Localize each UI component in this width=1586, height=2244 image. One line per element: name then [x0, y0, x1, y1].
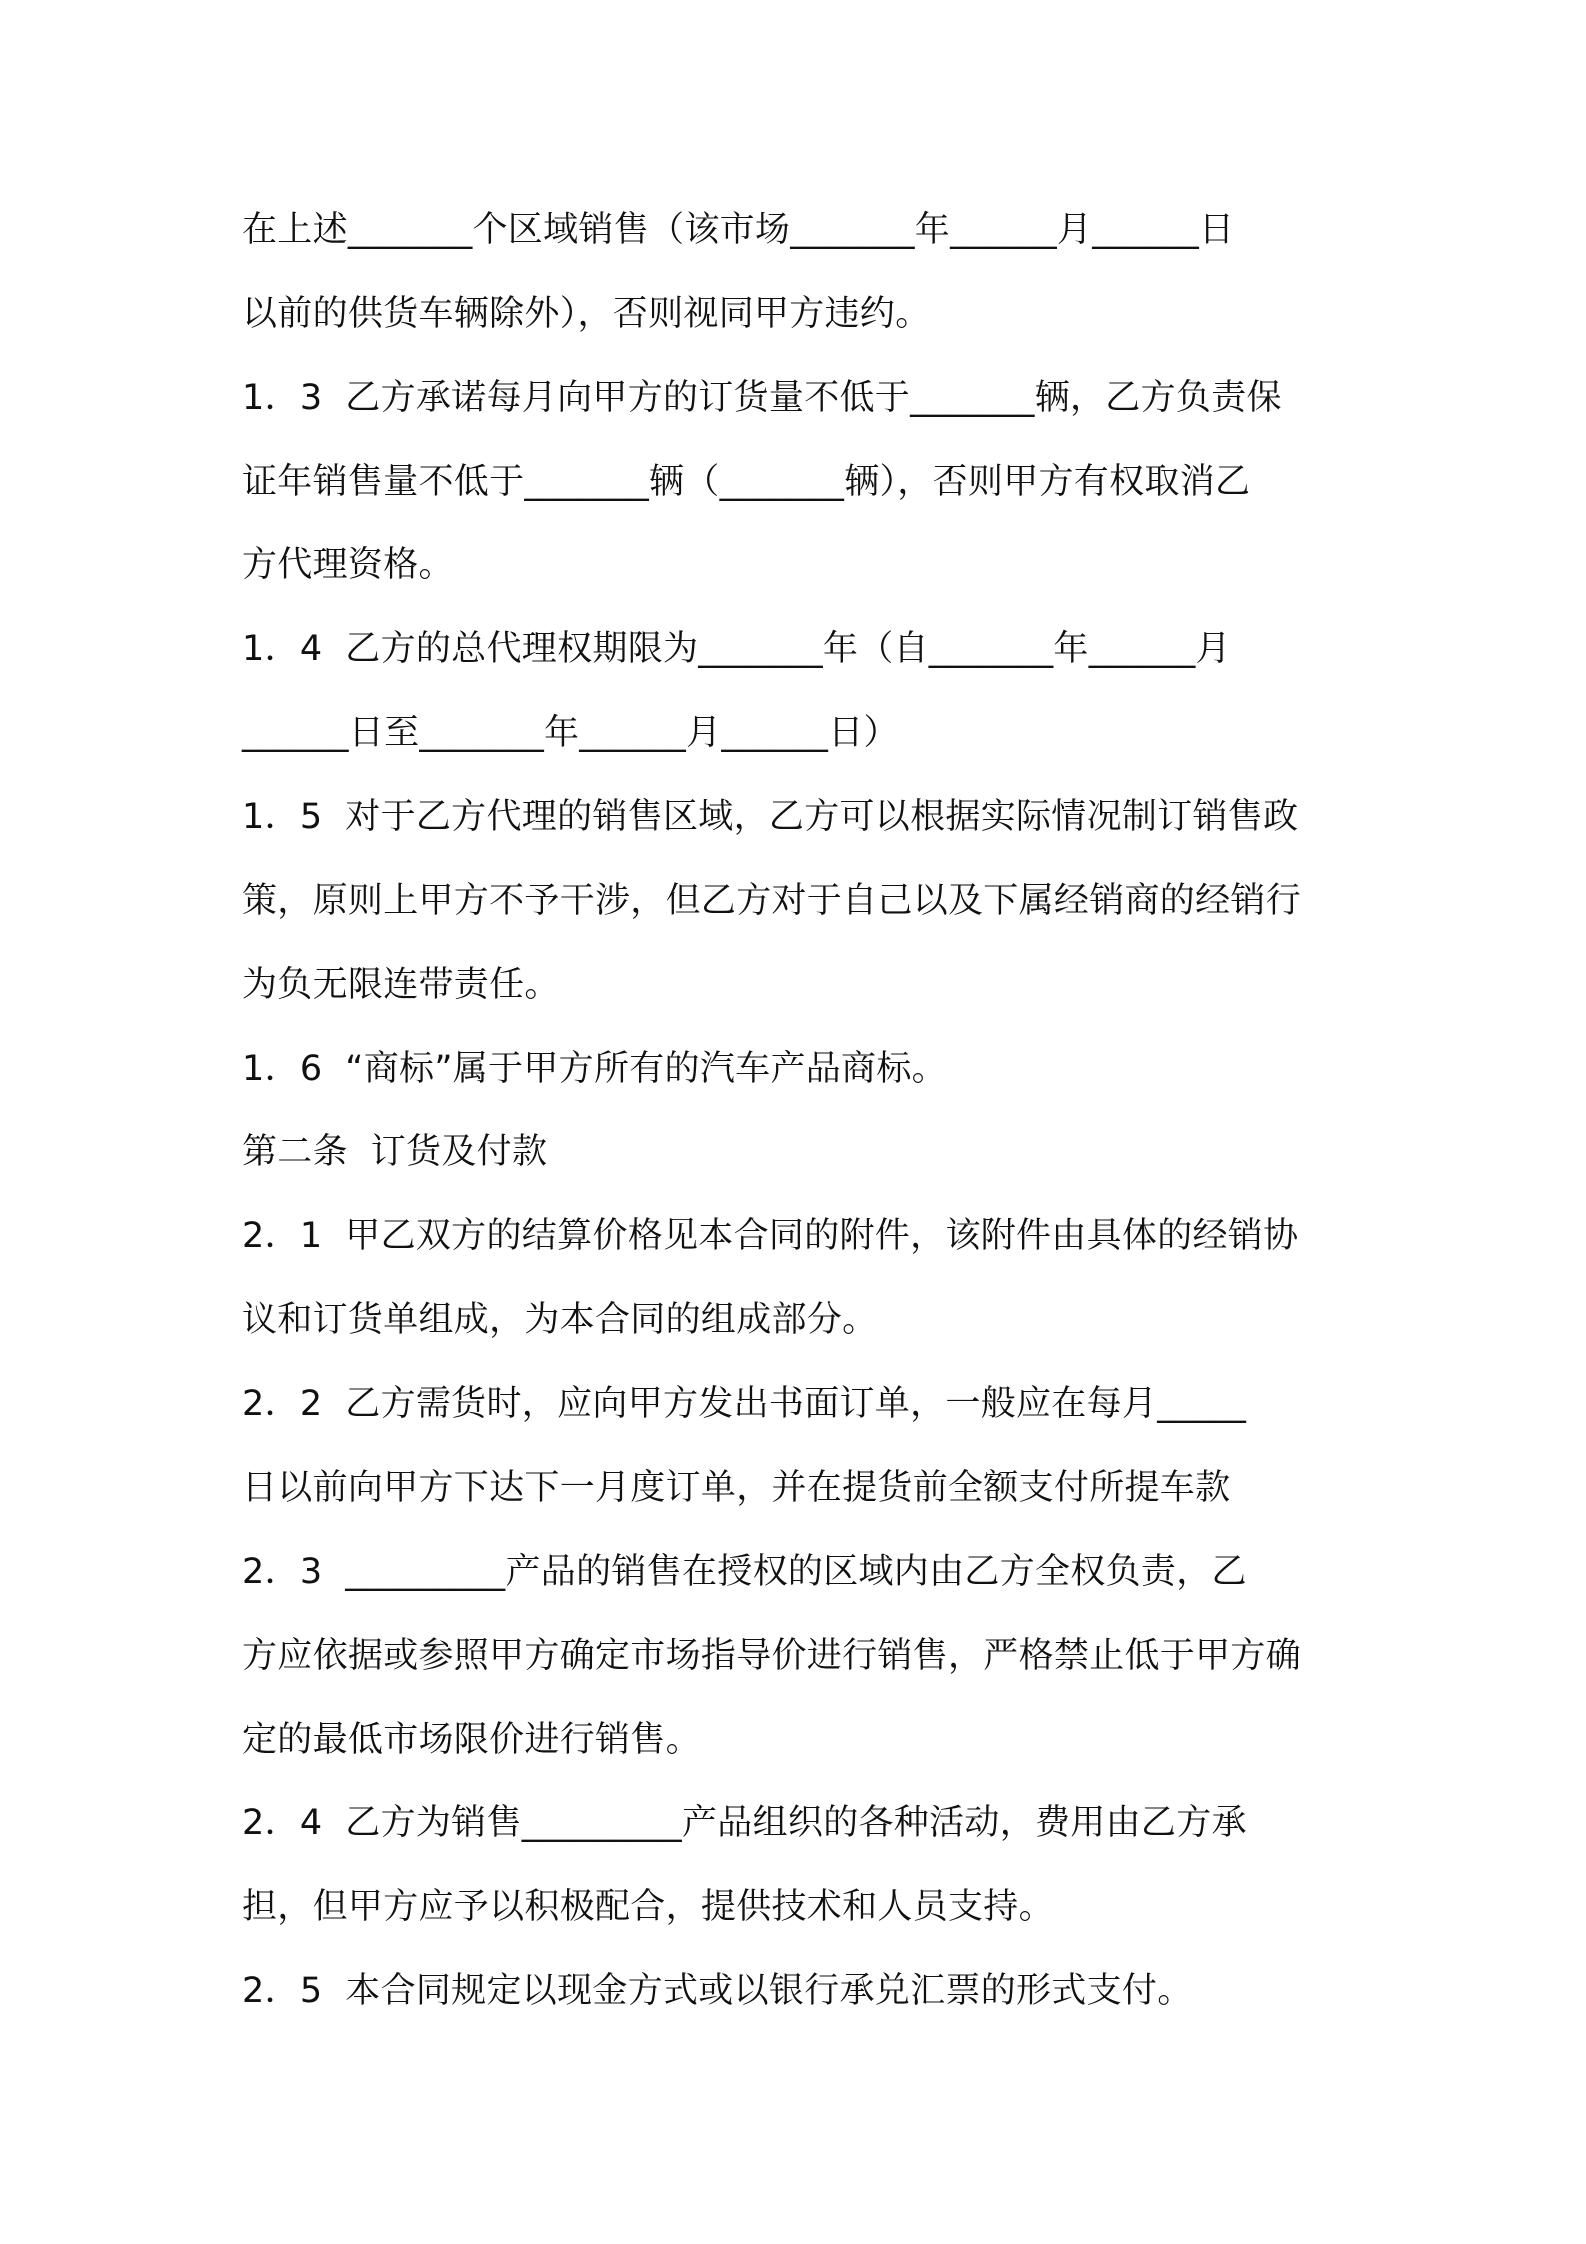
text-line: 定的最低市场限价进行销售。 — [242, 1720, 701, 1760]
text-line: 以前的供货车辆除外），否则视同甲方违约。 — [242, 294, 931, 334]
section-heading: 第二条 订货及付款 — [242, 1132, 548, 1172]
text-line: 方应依据或参照甲方确定市场指导价进行销售，严格禁止低于甲方确 — [242, 1636, 1302, 1676]
text-line: 担，但甲方应予以积极配合，提供技术和人员支持。 — [242, 1887, 1054, 1927]
clause-2-5: 2．5 本合同规定以现金方式或以银行承兑汇票的形式支付。 — [242, 1971, 1193, 2011]
clause-2-3: 2．3 _________产品的销售在授权的区域内由乙方全权负责，乙 — [242, 1552, 1247, 1592]
clause-2-2: 2．2 乙方需货时，应向甲方发出书面订单，一般应在每月_____ — [242, 1384, 1247, 1424]
text-line: 在上述_______个区域销售（该市场_______年______月______日 — [242, 210, 1235, 250]
clause-1-6: 1．6 “商标”属于甲方所有的汽车产品商标。 — [242, 1049, 947, 1089]
clause-2-1: 2．1 甲乙双方的结算价格见本合同的附件，该附件由具体的经销协 — [242, 1216, 1299, 1256]
text-line: 议和订货单组成，为本合同的组成部分。 — [242, 1300, 878, 1340]
text-line: 为负无限连带责任。 — [242, 965, 560, 1005]
clause-1-4: 1．4 乙方的总代理权期限为_______年（自_______年______月 — [242, 629, 1231, 669]
text-line: ______日至_______年______月______日） — [242, 713, 899, 753]
clause-1-3: 1．3 乙方承诺每月向甲方的订货量不低于_______辆，乙方负责保 — [242, 378, 1282, 418]
text-line: 策，原则上甲方不予干涉，但乙方对于自己以及下属经销商的经销行 — [242, 881, 1302, 921]
clause-2-4: 2．4 乙方为销售_________产品组织的各种活动，费用由乙方承 — [242, 1803, 1247, 1843]
text-line: 证年销售量不低于_______辆（_______辆），否则甲方有权取消乙 — [242, 462, 1251, 502]
text-line: 日以前向甲方下达下一月度订单，并在提货前全额支付所提车款 — [242, 1468, 1231, 1508]
clause-1-5: 1．5 对于乙方代理的销售区域，乙方可以根据实际情况制订销售政 — [242, 797, 1299, 837]
text-line: 方代理资格。 — [242, 545, 454, 585]
